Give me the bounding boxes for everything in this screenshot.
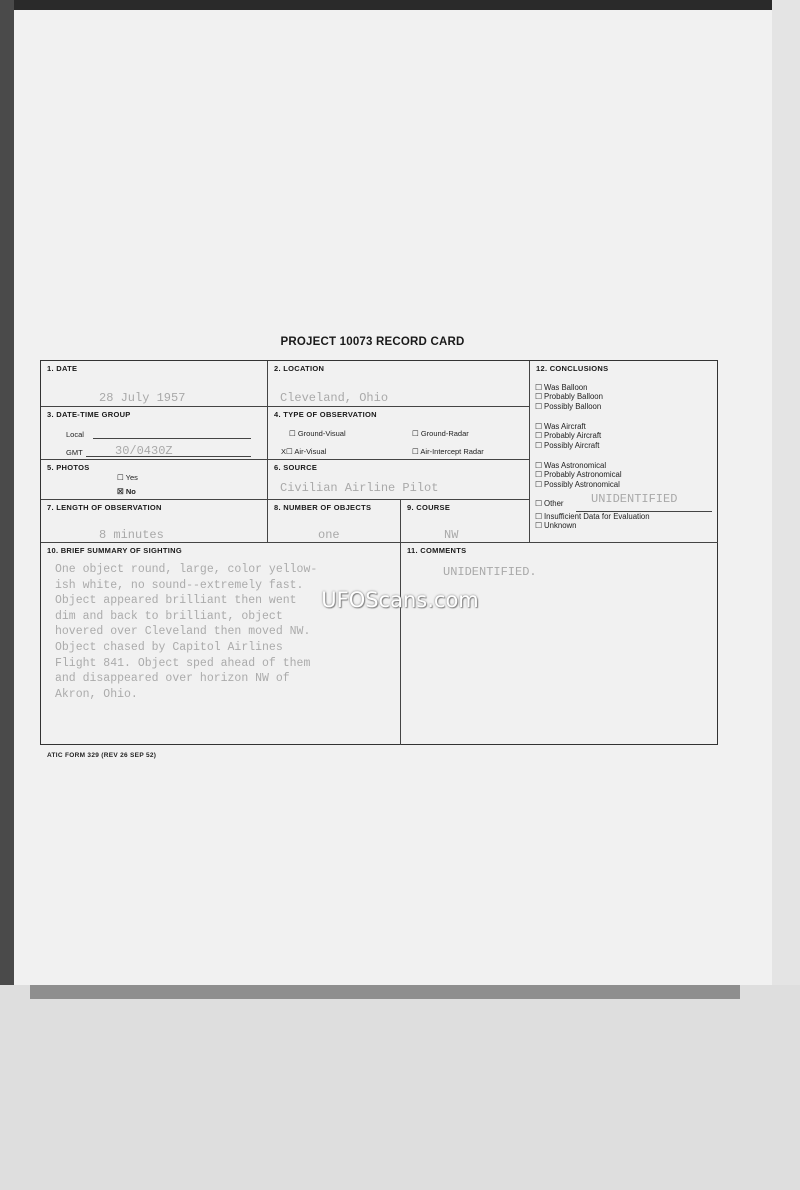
page-shadow [30, 985, 740, 999]
summary-line: dim and back to brilliant, object [55, 609, 283, 623]
summary-line: One object round, large, color yellow- [55, 563, 318, 576]
watermark: UFOScans.com [321, 588, 479, 612]
source-cell [267, 459, 529, 499]
length-cell [41, 499, 267, 542]
comments-cell [400, 542, 718, 745]
date-value: 28 July 1957 [99, 391, 186, 405]
form-identifier: ATIC FORM 329 (REV 26 SEP 52) [47, 752, 157, 759]
dtg-label: 3. DATE-TIME GROUP [47, 410, 131, 419]
conclusions-cell [529, 361, 718, 542]
summary-line: Object appeared brilliant then went [55, 594, 297, 608]
comments-label: 11. COMMENTS [407, 546, 467, 555]
dtg-cell [41, 406, 267, 459]
observation-type-label: 4. TYPE OF OBSERVATION [274, 410, 377, 419]
num-objects-label: 8. NUMBER OF OBJECTS [274, 503, 372, 512]
option-ground-visual: ☐ Ground-Visual [289, 429, 346, 438]
paper-right-edge [772, 0, 800, 1000]
observation-type-cell [267, 406, 529, 459]
local-line [93, 438, 251, 439]
record-card [40, 360, 718, 745]
summary-line: Akron, Ohio. [55, 687, 138, 701]
summary-line: ish white, no sound--extremely fast. [55, 578, 304, 592]
conclusions-label: 12. CONCLUSIONS [536, 364, 609, 373]
comments-value: UNIDENTIFIED. [443, 565, 537, 579]
conclusions-other: ☐ Other [535, 499, 564, 508]
photos-yes: ☐ Yes [117, 473, 138, 482]
summary-text [55, 562, 395, 702]
unknown-label: Unknown [544, 521, 577, 531]
date-label: 1. DATE [47, 364, 78, 373]
summary-cell [41, 542, 400, 745]
conclusions-insufficient: ☐ Insufficient Data for Evaluation ☐ Unknown [535, 512, 650, 531]
conclusion-item: Possibly Astronomical [544, 479, 620, 489]
conclusion-item: Was Balloon [544, 383, 588, 392]
gmt-label: GMT [66, 448, 83, 457]
summary-line: and disappeared over horizon NW of [55, 672, 290, 686]
option-air-visual: X☐ Air-Visual [281, 447, 327, 456]
location-label: 2. LOCATION [274, 364, 325, 373]
other-value: UNIDENTIFIED [591, 492, 678, 506]
conclusion-item: Was Astronomical [544, 461, 607, 470]
length-value: 8 minutes [99, 528, 164, 542]
conclusion-item: Possibly Balloon [544, 401, 602, 411]
location-cell [267, 361, 529, 406]
num-objects-cell [267, 499, 400, 542]
course-label: 9. COURSE [407, 503, 451, 512]
local-label: Local [66, 430, 84, 439]
photos-cell [41, 459, 267, 499]
conclusions-astronomical: ☐ Was Astronomical ☐ Probably Astronomical ☐ Possibly Astronomical [535, 461, 622, 489]
summary-line: hovered over Cleveland then moved NW. [55, 625, 311, 639]
length-label: 7. LENGTH OF OBSERVATION [47, 503, 162, 512]
conclusion-item: Probably Balloon [544, 392, 603, 402]
conclusions-aircraft: ☐ Was Aircraft ☐ Probably Aircraft ☐ Possibly Aircraft [535, 422, 602, 450]
photos-label: 5. PHOTOS [47, 463, 90, 472]
source-value: Civilian Airline Pilot [280, 481, 439, 495]
card-title: PROJECT 10073 RECORD CARD [280, 336, 465, 348]
conclusion-item: Probably Aircraft [544, 431, 602, 441]
option-air-intercept-radar: ☐ Air-Intercept Radar [412, 447, 484, 456]
option-ground-radar: ☐ Ground-Radar [412, 429, 469, 438]
source-label: 6. SOURCE [274, 463, 318, 472]
location-value: Cleveland, Ohio [280, 391, 389, 405]
summary-label: 10. BRIEF SUMMARY OF SIGHTING [47, 546, 182, 555]
course-value: NW [444, 528, 459, 542]
photos-no: ☒ No [117, 487, 136, 496]
insufficient-label: Insufficient Data for Evaluation [544, 512, 650, 521]
summary-line: Flight 841. Object sped ahead of them [55, 656, 311, 670]
conclusion-item: Was Aircraft [544, 422, 586, 431]
num-objects-value: one [318, 528, 340, 542]
date-cell [41, 361, 267, 406]
conclusions-balloon: ☐ Was Balloon ☐ Probably Balloon ☐ Possibly Balloon [535, 383, 603, 411]
other-label: Other [544, 499, 564, 508]
conclusion-item: Probably Astronomical [544, 470, 622, 480]
course-cell [400, 499, 529, 542]
summary-line: Object chased by Capitol Airlines [55, 640, 283, 654]
conclusion-item: Possibly Aircraft [544, 440, 600, 450]
underlying-page [0, 985, 800, 1190]
gmt-value: 30/0430Z [115, 444, 173, 458]
